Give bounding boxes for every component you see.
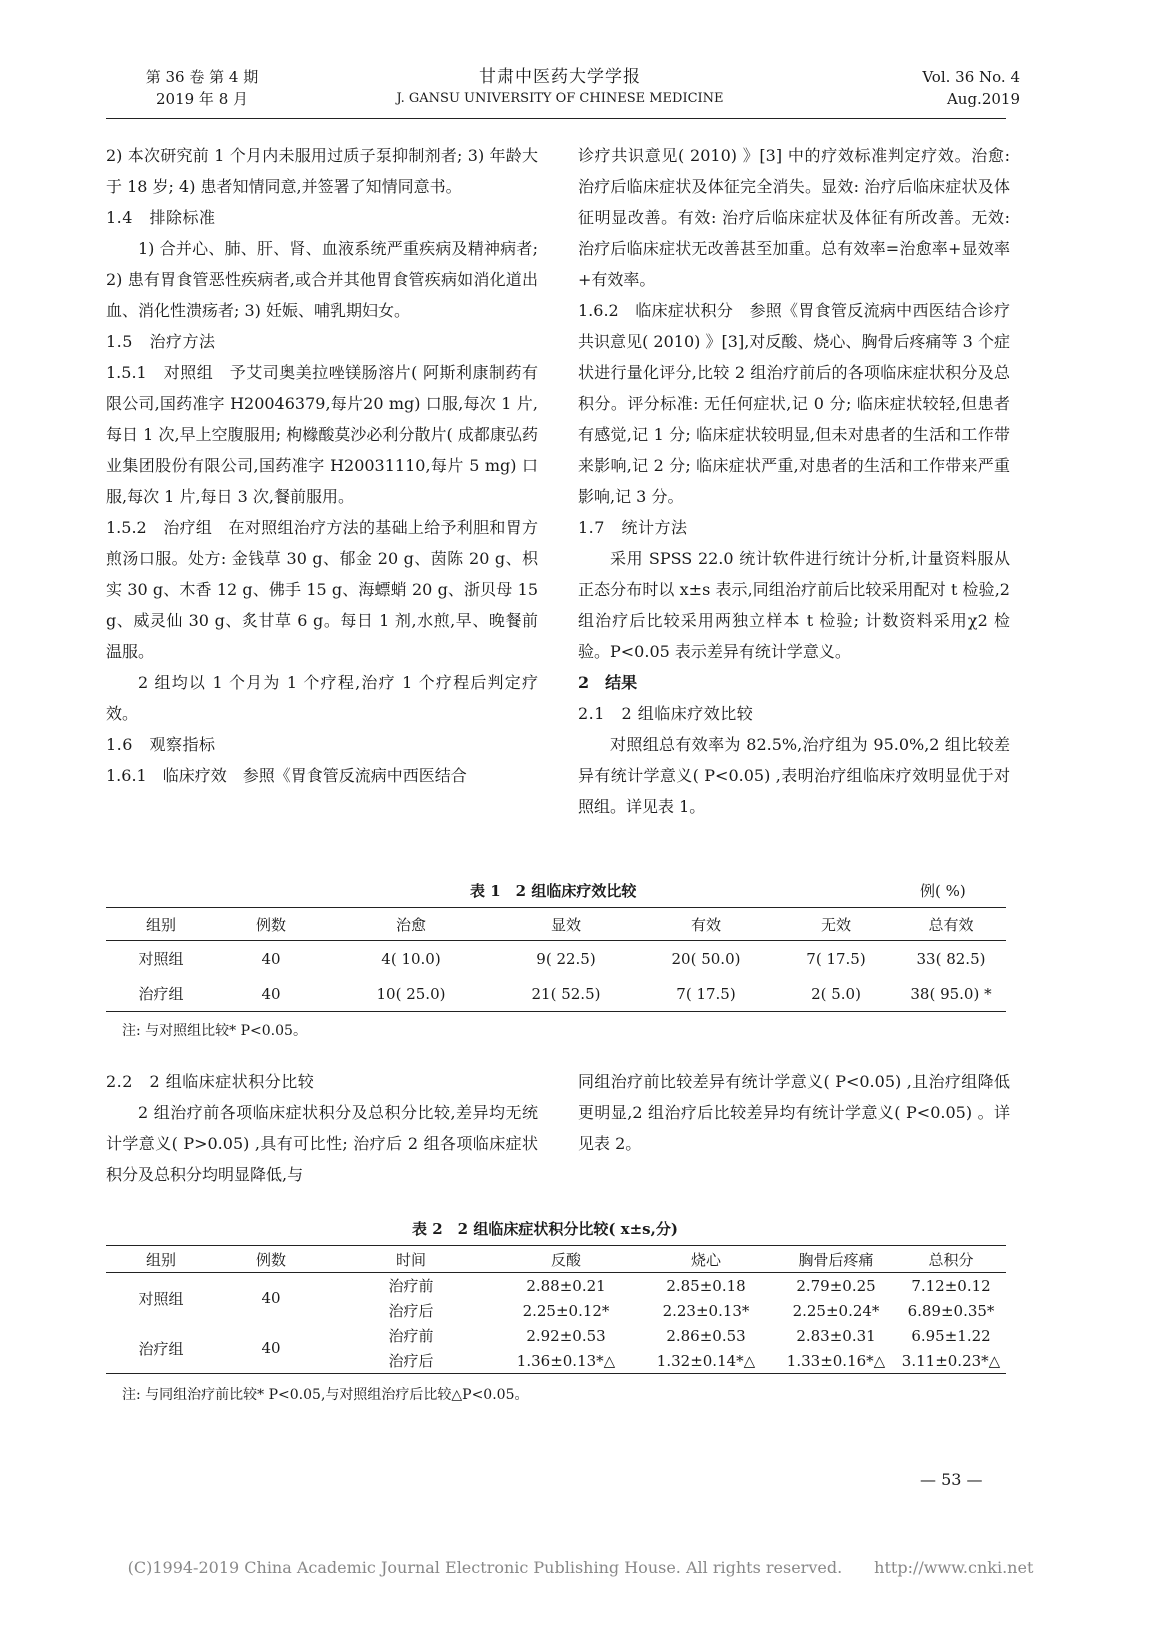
journal-title (340, 66, 780, 110)
table-cell: 2.85±0.18 (666, 1276, 746, 1295)
table-cell: 治疗后 (326, 1348, 496, 1374)
table-cell: 4( 10.0) (381, 949, 441, 968)
table1 (106, 908, 1006, 1012)
table-cell: 10( 25.0) (326, 976, 496, 1012)
table-cell: 40 (216, 1323, 326, 1374)
table-cell: 1.33±0.16*△ (776, 1348, 896, 1374)
table-header-cell: 治愈 (326, 908, 496, 941)
table-cell: 1.32±0.14*△ (636, 1348, 776, 1374)
journal-volume-en (880, 66, 1020, 110)
table-header-row (106, 908, 1006, 941)
paragraph: 1.6.1 临床疗效 参照《胃食管反流病中西医结合 (106, 766, 467, 785)
table-cell: 20( 50.0) (671, 949, 741, 968)
table-header-cell: 总有效 (896, 908, 1006, 941)
table-cell: 2.83±0.31 (796, 1326, 876, 1345)
paragraph: 2 组治疗前各项临床症状积分及总积分比较,差异均无统计学意义( P>0.05) ,具有可比性; 治疗后 2 组各项临床症状积分及总积分均明显降低,与 (106, 1103, 538, 1184)
table-cell: 40 (261, 949, 281, 968)
table-header-cell: 显效 (496, 908, 636, 941)
table-cell: 治疗后 (388, 1302, 434, 1320)
table-cell: 21( 52.5) (496, 976, 636, 1012)
table-cell: 2.92±0.53 (526, 1326, 606, 1345)
table-cell: 3.11±0.23*△ (896, 1348, 1006, 1374)
table-header-cell: 胸骨后疼痛 (776, 1246, 896, 1273)
table2 (106, 1246, 1006, 1374)
table-cell: 2.25±0.12* (522, 1301, 610, 1320)
paragraph: 2) 本次研究前 1 个月内未服用过质子泵抑制剂者; 3) 年龄大于 18 岁; 4) 患者知情同意,并签署了知情同意书。 (106, 146, 538, 196)
table-cell: 1.36±0.13*△ (496, 1348, 636, 1374)
table-cell: 7( 17.5) (636, 976, 776, 1012)
table-cell: 6.89±0.35* (907, 1301, 995, 1320)
table-cell: 2.86±0.53 (666, 1326, 746, 1345)
table-header-cell: 组别 (106, 908, 216, 941)
table-cell: 治疗组 (106, 1323, 216, 1374)
table-cell: 9( 22.5) (536, 949, 596, 968)
table-cell: 6.95±1.22 (911, 1326, 991, 1345)
table-header-cell: 无效 (776, 908, 896, 941)
page-number: — 53 — (920, 1470, 983, 1489)
table-row (106, 1273, 1006, 1299)
table-cell: 治疗前 (388, 1327, 434, 1345)
paragraph: 1.6.2 临床症状积分 参照《胃食管反流病中西医结合诊疗共识意见( 2010) 》[3],对反酸、烧心、胸骨后疼痛等 3 个症状进行量化评分,比较 2 组治疗前后的各项临床症状积分及总积分。评分标准: 无任何症状,记 0 分; 临床症状较轻,但患者有感觉,记 1 分; 临床症状较明显,但未对患者的生活和工作带来影响,记 2 分; 临床症状严重,对患者的生活和工作带来严重影响,记 3 分。 (578, 301, 1010, 506)
table-cell: 7.12±0.12 (911, 1276, 991, 1295)
table-cell: 2( 5.0) (776, 976, 896, 1012)
paragraph: 1.5.2 治疗组 在对照组治疗方法的基础上给予利胆和胃方煎汤口服。处方: 金钱草 30 g、郁金 20 g、茵陈 20 g、枳实 30 g、木香 12 g、佛手 15 g、海螵蛸 20 g、浙贝母 15 g、威灵仙 30 g、炙甘草 6 g。每日 1 剂,水煎,早、晚餐前温服。 (106, 518, 538, 661)
right-column-2 (578, 1066, 1010, 1159)
table-cell: 40 (261, 1289, 281, 1307)
paragraph: 诊疗共识意见( 2010) 》[3] 中的疗效标准判定疗效。治愈: 治疗后临床症状及体征完全消失。显效: 治疗后临床症状及体征明显改善。有效: 治疗后临床症状及体征有所改善。无效: 治疗后临床症状无改善甚至加重。总有效率=治愈率+显效率+有效率。 (578, 146, 1010, 289)
paragraph: 对照组总有效率为 82.5%,治疗组为 95.0%,2 组比较差异有统计学意义( P<0.05) ,表明治疗组临床疗效明显优于对照组。详见表 1。 (578, 735, 1010, 816)
table-cell: 2.25±0.24* (792, 1301, 880, 1320)
table-cell: 7( 17.5) (806, 949, 866, 968)
paragraph: 2 组均以 1 个月为 1 个疗程,治疗 1 个疗程后判定疗效。 (106, 673, 538, 723)
table-header-cell: 例数 (216, 908, 326, 941)
journal-title-en: J. GANSU UNIVERSITY OF CHINESE MEDICINE (396, 91, 724, 106)
journal-title-cn: 甘肃中医药大学学报 (479, 67, 641, 87)
table-cell: 38( 95.0) * (896, 976, 1006, 1012)
paragraph: 1.5.1 对照组 予艾司奥美拉唑镁肠溶片( 阿斯利康制药有限公司,国药准字 H20046379,每片20 mg) 口服,每次 1 片,每日 1 次,早上空腹服用; 枸橼酸莫沙必利分散片( 成都康弘药业集团股份有限公司,国药准字 H20031110,每片 5 mg) 口服,每次 1 片,每日 3 次,餐前服用。 (106, 363, 538, 506)
section-heading: 1.6 观察指标 (106, 735, 216, 754)
left-column (106, 140, 538, 791)
table-cell: 对照组 (138, 950, 184, 968)
table-cell: 治疗组 (106, 976, 216, 1012)
copyright-footer: (C)1994-2019 China Academic Journal Electronic Publishing House. All rights reserved. http://www.cnki.net (127, 1558, 1034, 1577)
table-header-cell: 例数 (216, 1246, 326, 1273)
right-column (578, 140, 1010, 822)
table-cell: 治疗前 (388, 1277, 434, 1295)
table-row (106, 941, 1006, 977)
table-header-cell: 总积分 (896, 1246, 1006, 1273)
table-cell: 40 (216, 976, 326, 1012)
section-heading: 2 结果 (578, 673, 638, 692)
paragraph: 采用 SPSS 22.0 统计软件进行统计分析,计量资料服从正态分布时以 x±s 表示,同组治疗前后比较采用配对 t 检验,2 组治疗后比较采用两独立样本 t 检验; 计数资料采用χ2 检验。P<0.05 表示差异有统计学意义。 (578, 549, 1010, 661)
volume-en: Vol. 36 No. 4 (922, 68, 1020, 86)
table1-unit: 例( %) (920, 882, 966, 900)
table-cell: 2.23±0.13* (662, 1301, 750, 1320)
journal-issue (122, 66, 282, 110)
section-heading: 1.4 排除标准 (106, 208, 216, 227)
section-heading: 2.2 2 组临床症状积分比较 (106, 1072, 315, 1091)
volume-issue: 第 36 卷 第 4 期 (145, 68, 259, 86)
table-cell: 2.79±0.25 (796, 1276, 876, 1295)
table1-note: 注: 与对照组比较* P<0.05。 (122, 1023, 307, 1039)
table-header-cell: 有效 (636, 908, 776, 941)
table-cell: 对照组 (138, 1289, 184, 1308)
table-header-cell: 烧心 (636, 1246, 776, 1273)
table-cell: 2.88±0.21 (526, 1276, 606, 1295)
section-heading: 2.1 2 组临床疗效比较 (578, 704, 754, 723)
table-cell: 33( 82.5) (916, 949, 986, 968)
left-column-2 (106, 1066, 538, 1190)
table-header-cell: 时间 (326, 1246, 496, 1273)
paragraph: 同组治疗前比较差异有统计学意义( P<0.05) ,且治疗组降低更明显,2 组治疗后比较差异均有统计学意义( P<0.05) 。详见表 2。 (578, 1072, 1010, 1153)
table1-caption: 表 1 2 组临床疗效比较 (470, 882, 637, 900)
table2-caption: 表 2 2 组临床症状积分比较( x±s,分) (412, 1220, 678, 1238)
table2-note: 注: 与同组治疗前比较* P<0.05,与对照组治疗后比较△P<0.05。 (122, 1387, 529, 1403)
date-en: Aug.2019 (946, 90, 1020, 108)
table-row (106, 976, 1006, 1012)
issue-date: 2019 年 8 月 (155, 90, 249, 108)
table-header-cell: 组别 (106, 1246, 216, 1273)
section-heading: 1.7 统计方法 (578, 518, 688, 537)
header-rule (106, 118, 1006, 119)
table-header-cell: 反酸 (496, 1246, 636, 1273)
table-row (106, 1323, 1006, 1348)
section-heading: 1.5 治疗方法 (106, 332, 216, 351)
table-header-row (106, 1246, 1006, 1273)
paragraph: 1) 合并心、肺、肝、肾、血液系统严重疾病及精神病者; 2) 患有胃食管恶性疾病者,或合并其他胃食管疾病如消化道出血、消化性溃疡者; 3) 妊娠、哺乳期妇女。 (106, 239, 538, 320)
